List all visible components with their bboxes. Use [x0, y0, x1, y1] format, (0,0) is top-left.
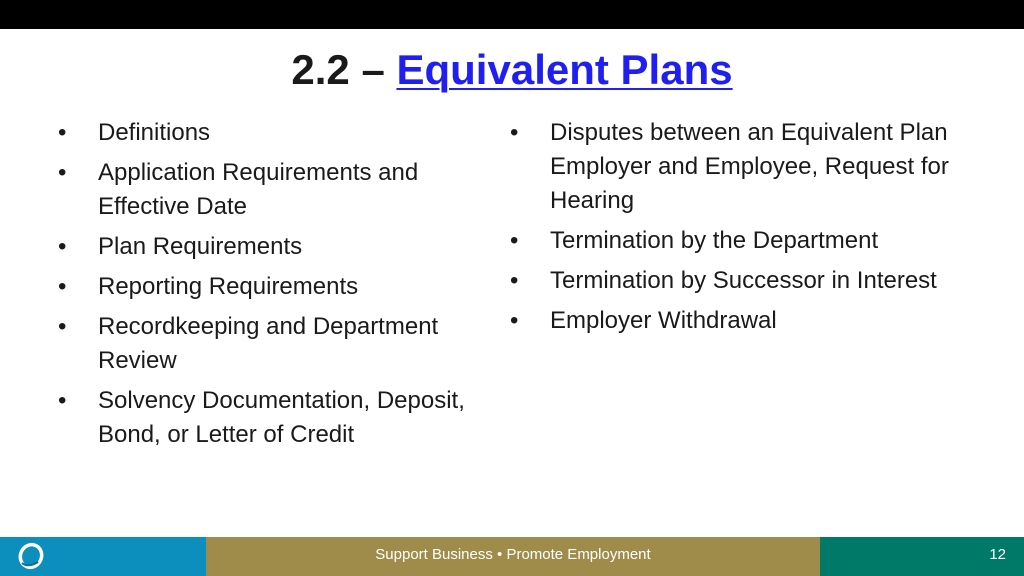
- list-item: [58, 310, 506, 378]
- bullet-icon: •: [58, 313, 67, 340]
- bullet-text: Recordkeeping and Department Review: [98, 313, 439, 374]
- bullet-icon: •: [510, 307, 519, 334]
- list-item: [510, 224, 950, 258]
- bullet-text: Definitions: [98, 119, 211, 146]
- bullet-icon: •: [510, 267, 519, 294]
- footer-tagline: Support Business • Promote Employment: [375, 546, 651, 563]
- list-item: [58, 230, 506, 264]
- title-prefix: 2.2 –: [291, 46, 397, 93]
- bullet-icon: •: [58, 159, 67, 186]
- list-item: [510, 116, 950, 218]
- title-link[interactable]: Equivalent Plans: [396, 46, 733, 93]
- list-item: [58, 116, 506, 150]
- bullet-text: Plan Requirements: [98, 233, 303, 260]
- bullet-text: Termination by Successor in Interest: [550, 267, 937, 294]
- list-item: [58, 384, 506, 452]
- bullet-icon: •: [58, 273, 67, 300]
- bullet-icon: •: [510, 227, 519, 254]
- slide-title: [0, 40, 1024, 100]
- bullet-icon: •: [58, 119, 67, 146]
- bullet-text: Application Requirements and Effective Date: [98, 159, 419, 220]
- bullet-icon: •: [58, 387, 67, 414]
- page-number: 12: [989, 546, 1006, 563]
- list-item: [58, 270, 506, 304]
- bullet-text: Termination by the Department: [550, 227, 879, 254]
- bullet-text: Reporting Requirements: [98, 273, 359, 300]
- left-bullet-list: [58, 116, 506, 458]
- list-item: [58, 156, 506, 224]
- footer-bar: [0, 537, 1024, 576]
- bullet-text: Solvency Documentation, Deposit, Bond, or Letter of Credit: [98, 387, 465, 448]
- top-bar: [0, 0, 1024, 29]
- bullet-icon: •: [510, 119, 519, 146]
- list-item: [510, 304, 950, 338]
- bullet-text: Disputes between an Equivalent Plan Employer and Employee, Request for Hearing: [550, 119, 949, 214]
- bullet-icon: •: [58, 233, 67, 260]
- right-bullet-list: [510, 116, 950, 344]
- bullet-text: Employer Withdrawal: [550, 307, 777, 334]
- list-item: [510, 264, 950, 298]
- circular-swoosh-logo-icon: [16, 541, 46, 571]
